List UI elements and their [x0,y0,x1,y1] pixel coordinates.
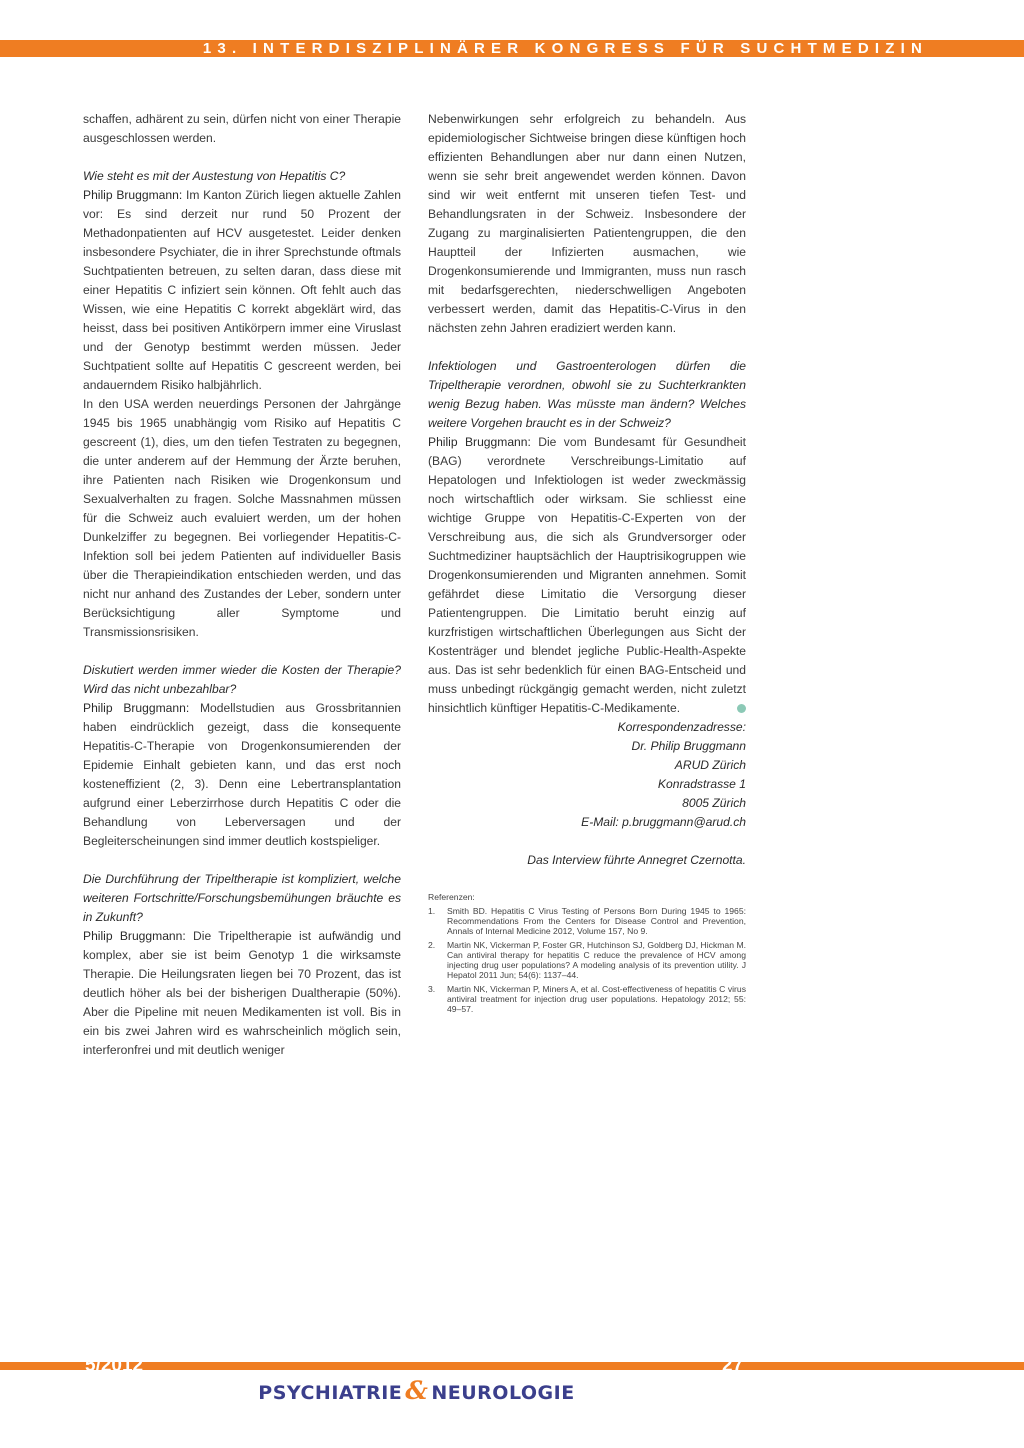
answer-text: Die Tripeltherapie ist aufwändig und komplex, aber sie ist beim Genotyp 1 die wirksamste Therapie. Die Heilungsraten liegen bei 70 Prozent, das ist deutlich höher als bei der bisherigen Dualtherapie (50%). Aber die Pipeline mit neuen Medikamenten ist voll. Bis in ein bis zwei Jahren wird es wahrscheinlich möglich sein, interferonfrei und mit deutlich weniger [83,929,401,1057]
logo-word-neurologie: NEUROLOGIE [431,1382,575,1404]
reference-text: Martin NK, Vickerman P, Miners A, et al. Cost-effectiveness of hepatitis C virus antiviral treatment for injection drug user populations. Hepatology 2012; 55: 49–57. [447,984,746,1014]
reference-number: 3. [428,984,436,994]
correspondence-label: Korrespondenzadresse: [617,720,746,734]
interview-question: Infektiologen und Gastroenterologen dürfen die Tripeltherapie verordnen, obwohl sie zu Suchterkrankten wenig Bezug haben. Was müsste man ändern? Welches weitere Vorgehen braucht es in der Schweiz? [428,359,746,430]
reference-number: 2. [428,940,436,950]
logo-ampersand: & [405,1376,429,1405]
speaker-name: Philip Bruggmann: [83,701,190,715]
speaker-name: Philip Bruggmann: [83,929,186,943]
interview-answer [83,186,401,395]
interview-answer [428,433,746,718]
interview-answer [83,699,401,851]
answer-text: Die vom Bundesamt für Gesundheit (BAG) verordnete Verschreibungs-Limitatio auf Hepatologen und Infektiologen ist weder zweckmässig noch wirtschaftlich oder wirksam. Sie schliesst eine wichtige Gruppe von Hepatitis-C-Experten von der Verschreibung aus, die sich als Grundversorger oder Suchtmediziner hauptsächlich der Hauptrisikogruppen wie Drogenkonsumierenden und Migranten annehmen. Somit gefährdet diese Limitatio die Versorgung dieser Patientengruppen. Die Limitatio beruht einzig auf kurzfristigen wirtschaftlichen Überlegungen aus Sicht der Kostenträger und blendet jegliche Public-Health-Aspekte aus. Das ist sehr bedenklich für einen BAG-Entscheid und muss unbedingt rückgängig gemacht werden, nicht zuletzt hinsichtlich künftiger Hepatitis-C-Medikamente. [428,435,746,715]
answer-text: Im Kanton Zürich liegen aktuelle Zahlen vor: Es sind derzeit nur rund 50 Prozent der Methadonpatienten auf HCV ausgetestet. Leider denken insbesondere Psychiater, die in ihrer Sprechstunde oftmals Suchtpatienten betreuen, zu selten daran, dass diese mit einer Hepatitis C infiziert sein können. Oft fehlt auch das Wissen, wie eine Hepatitis C korrekt abgeklärt wird, das heisst, dass bei positiven Antikörpern immer eine Viruslast und der Genotyp bestimmt werden müssen. Jeder Suchtpatient sollte auf Hepatitis C gescreent werden, bei andauerndem Risiko halbjährlich. [83,188,401,392]
reference-text: Smith BD. Hepatitis C Virus Testing of Persons Born During 1945 to 1965: Recommendations From the Centers for Disease Control and Prevention, Annals of Internal Medicine 2012, Volume 157, No 9. [447,906,746,936]
reference-item [428,940,746,980]
correspondence-street: Konradstrasse 1 [657,777,746,791]
correspondence-email[interactable]: E-Mail: p.bruggmann@arud.ch [581,815,746,829]
journal-logo [251,1370,582,1414]
end-of-article-dot-icon [737,704,746,713]
reference-item [428,984,746,1014]
reference-text: Martin NK, Vickerman P, Foster GR, Hutchinson SJ, Goldberg DJ, Hickman M. Can antiviral therapy for hepatitis C reduce the prevalence of HCV among injecting drug user populations? A modeling analysis of its prevention utility. J Hepatol 2011 Jun; 54(6): 1137–44. [447,940,746,980]
right-column [428,110,746,1014]
logo-wordmark [251,1376,582,1405]
correspondence-name: Dr. Philip Bruggmann [631,739,746,753]
page-number: 27 [722,1355,744,1376]
reference-item [428,906,746,936]
interview-question: Wie steht es mit der Austestung von Hepatitis C? [83,169,346,183]
references-title: Referenzen: [428,892,475,902]
paragraph: In den USA werden neuerdings Personen der Jahrgänge 1945 bis 1965 unabhängig vom Risiko auf Hepatitis C gescreent (1), dies, um den tiefen Testraten zu begegnen, die unter anderem auf der Hemmung der Ärzte beruhen, ihre Patienten nach Risiken wie Drogenkonsum und Sexualverhalten zu fragen. Solche Massnahmen müssen für die Schweiz auch evaluiert werden, um der hohen Dunkelziffer zu begegnen. Bei vorliegender Hepatitis-C-Infektion soll bei jedem Patienten auf individueller Basis über die Therapieindikation entschieden werden, und das nicht nur anhand des Zustandes der Leber, sondern unter Berücksichtigung aller Symptome und Transmissionsrisiken. [83,397,401,639]
paragraph: schaffen, adhärent zu sein, dürfen nicht von einer Therapie ausgeschlossen werden. [83,112,401,145]
issue-number: 5/2012 [85,1355,144,1376]
interview-credit: Das Interview führte Annegret Czernotta. [527,853,746,867]
answer-text: Modellstudien aus Grossbritannien haben eindrücklich gezeigt, dass die konsequente Hepatitis-C-Therapie von Drogenkonsumierenden der Epidemie Einhalt gebieten kann, und das erst noch kosteneffizient (2, 3). Denn eine Lebertransplantation aufgrund einer Leberzirrhose durch Hepatitis C oder die Behandlung von Leberversagen und der Begleiterscheinungen sind immer deutlich kostspieliger. [83,701,401,848]
reference-number: 1. [428,906,436,916]
speaker-name: Philip Bruggmann: [428,435,531,449]
interview-question: Diskutiert werden immer wieder die Kosten der Therapie? Wird das nicht unbezahlbar? [83,663,401,696]
correspondence-org: ARUD Zürich [674,758,746,772]
footer-rule [0,1362,1024,1370]
references [428,892,746,1014]
paragraph: Nebenwirkungen sehr erfolgreich zu behandeln. Aus epidemiologischer Sichtweise bringen diese künftigen hoch effizienten Behandlungen aber nur dann einen Nutzen, wenn sie sehr breit angewendet werden können. Davon sind wir weit entfernt mit unseren tiefen Test- und Behandlungsraten in der Schweiz. Insbesondere der Zugang zu marginalisierten Patientengruppen, die den Hauptteil der Infizierten ausmachen, wie Drogenkonsumierende und Immigranten, muss nun rasch mit bedarfsgerechten, niederschwelligen Angeboten verbessert werden, damit das Hepatitis-C-Virus in den nächsten zehn Jahren eradiziert werden kann. [428,112,746,335]
correspondence-city: 8005 Zürich [682,796,746,810]
congress-title: 13. INTERDISZIPLINÄRER KONGRESS FÜR SUCHTMEDIZIN [202,40,928,57]
interview-question: Die Durchführung der Tripeltherapie ist kompliziert, welche weiteren Fortschritte/Forschungsbemühungen bräuchte es in Zukunft? [83,872,401,924]
correspondence-address [428,718,746,832]
speaker-name: Philip Bruggmann: [83,188,183,202]
logo-word-psychiatrie: PSYCHIATRIE [258,1382,403,1404]
interview-answer [83,927,401,1060]
header-band [0,40,1024,57]
left-column [83,110,401,1060]
